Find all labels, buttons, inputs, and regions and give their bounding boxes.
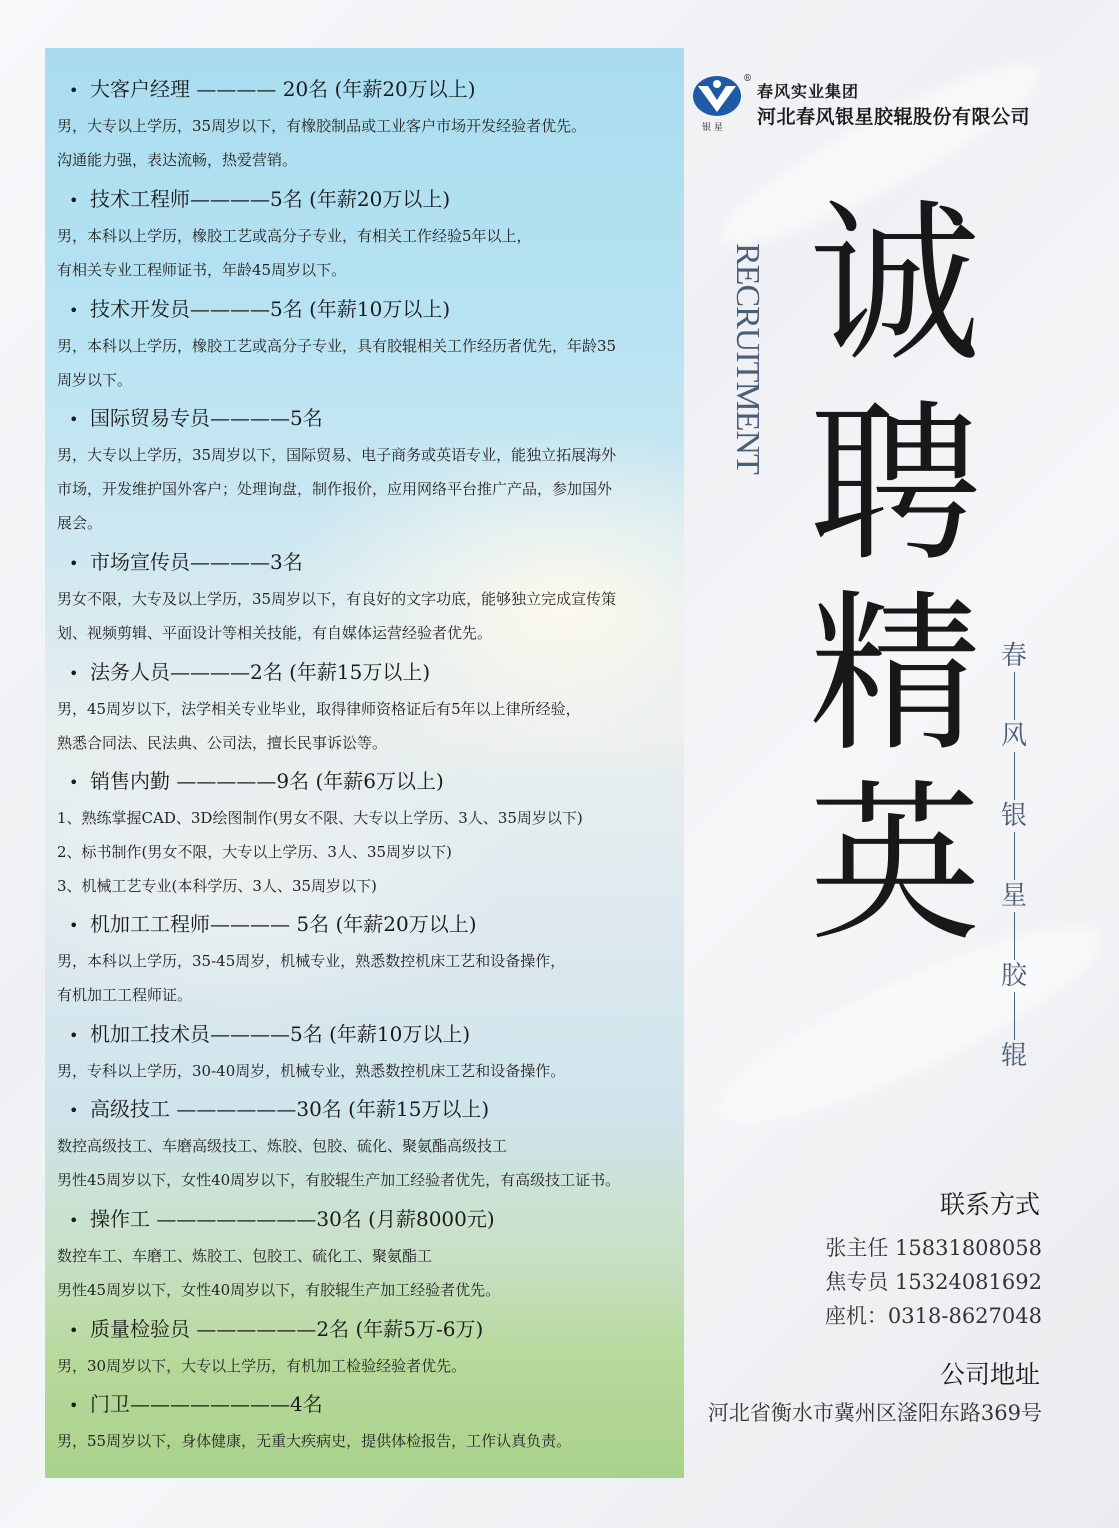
- job-title: [69, 660, 430, 686]
- bullet-icon: •: [69, 81, 79, 100]
- job-requirement-line: 男，大专以上学历，35周岁以下，国际贸易、电子商务或英语专业，能独立拓展海外: [57, 446, 617, 464]
- job-requirement-line: 男，专科以上学历，30-40周岁，机械专业，熟悉数控机床工艺和设备操作。: [57, 1062, 566, 1080]
- job-title-text: 销售内勤 —————9名 (年薪6万以上): [90, 769, 444, 793]
- job-title-text: 高级技工 ——————30名 (年薪15万以上): [90, 1097, 490, 1121]
- logo-caption: 银 星: [702, 123, 723, 133]
- slogan-divider: [1014, 752, 1015, 800]
- slogan-char: 风: [1000, 721, 1027, 751]
- job-requirement-line: 划、视频剪辑、平面设计等相关技能，有自媒体运营经验者优先。: [57, 624, 493, 642]
- headline-char-4: 英: [809, 764, 981, 965]
- slogan-char: 辊: [1000, 1041, 1027, 1071]
- job-title: [69, 1392, 323, 1418]
- job-title-text: 技术开发员————5名 (年薪10万以上): [90, 297, 451, 321]
- job-requirement-line: 男，本科以上学历，橡胶工艺或高分子专业，具有胶辊相关工作经历者优先，年龄35: [57, 337, 617, 355]
- job-title: [69, 550, 303, 576]
- headline-char-1: 诚: [809, 184, 981, 385]
- slogan-char: 春: [1000, 641, 1027, 671]
- contact-line-1: 张主任 15831808058: [825, 1236, 1042, 1260]
- company-logo-icon: [690, 72, 750, 134]
- bullet-icon: •: [69, 1026, 79, 1045]
- job-title-text: 国际贸易专员————5名: [90, 406, 323, 430]
- job-requirement-line: 周岁以下。: [57, 371, 133, 389]
- job-requirement-line: 熟悉合同法、民法典、公司法，擅长民事诉讼等。: [57, 734, 388, 752]
- job-title: [69, 1207, 495, 1233]
- job-title-text: 质量检验员 ——————2名 (年薪5万-6万): [90, 1317, 484, 1341]
- job-title-text: 门卫————————4名: [90, 1392, 323, 1416]
- job-requirement-line: 3、机械工艺专业(本科学历、3人、35周岁以下): [57, 877, 377, 895]
- bullet-icon: •: [69, 664, 79, 683]
- bullet-icon: •: [69, 1211, 79, 1230]
- bullet-icon: •: [69, 916, 79, 935]
- address-heading: 公司地址: [939, 1360, 1040, 1389]
- headline-char-2: 聘: [809, 384, 981, 585]
- job-title-text: 机加工技术员————5名 (年薪10万以上): [90, 1022, 471, 1046]
- job-title-text: 技术工程师————5名 (年薪20万以上): [90, 187, 451, 211]
- job-title: [69, 769, 444, 795]
- job-title: [69, 1317, 483, 1343]
- job-requirement-line: 男性45周岁以下，女性40周岁以下，有胶辊生产加工经验者优先，有高级技工证书。: [57, 1171, 621, 1189]
- job-requirement-line: 男，30周岁以下，大专以上学历，有机加工检验经验者优先。: [57, 1357, 467, 1375]
- job-requirement-line: 男，大专以上学历，35周岁以下，有橡胶制品或工业客户市场开发经验者优先。: [57, 117, 587, 135]
- job-title-text: 法务人员————2名 (年薪15万以上): [90, 660, 431, 684]
- job-title: [69, 187, 450, 213]
- job-title: [69, 912, 477, 938]
- group-name: 春风实业集团: [757, 82, 860, 101]
- slogan-divider: [1014, 992, 1015, 1040]
- contact-heading: 联系方式: [939, 1190, 1040, 1219]
- slogan-divider: [1014, 832, 1015, 880]
- bullet-icon: •: [69, 191, 79, 210]
- job-title: [69, 297, 450, 323]
- slogan-divider: [1014, 912, 1015, 960]
- job-title-text: 机加工工程师———— 5名 (年薪20万以上): [90, 912, 477, 936]
- job-requirement-line: 男，本科以上学历，35-45周岁，机械专业，熟悉数控机床工艺和设备操作，: [57, 952, 566, 970]
- bullet-icon: •: [69, 554, 79, 573]
- address-text: 河北省衡水市冀州区滏阳东路369号: [707, 1401, 1042, 1425]
- job-requirement-line: 有相关专业工程师证书，年龄45周岁以下。: [57, 261, 347, 279]
- bullet-icon: •: [69, 1396, 79, 1415]
- slogan-char: 星: [1000, 881, 1027, 911]
- job-requirement-line: 男，45周岁以下，法学相关专业毕业，取得律师资格证后有5年以上律所经验，: [57, 700, 581, 718]
- job-requirement-line: 市场，开发维护国外客户；处理询盘，制作报价，应用网络平台推广产品，参加国外: [57, 480, 613, 498]
- job-title: [69, 77, 476, 103]
- job-requirement-line: 沟通能力强，表达流畅，热爱营销。: [57, 151, 298, 169]
- job-requirement-line: 1、熟练掌握CAD、3D绘图制作(男女不限、大专以上学历、3人、35周岁以下): [57, 809, 583, 827]
- company-name: 河北春风银星胶辊股份有限公司: [757, 106, 1031, 128]
- headline-char-3: 精: [809, 574, 981, 775]
- bullet-icon: •: [69, 1321, 79, 1340]
- job-title: [69, 1022, 470, 1048]
- job-requirement-line: 数控高级技工、车磨高级技工、炼胶、包胶、硫化、聚氨酯高级技工: [57, 1137, 508, 1155]
- vertical-slogan: [995, 640, 1033, 1072]
- job-requirement-line: 展会。: [57, 514, 103, 532]
- bullet-icon: •: [69, 773, 79, 792]
- job-title: [69, 406, 323, 432]
- job-requirement-line: 男女不限，大专及以上学历，35周岁以下，有良好的文字功底，能够独立完成宣传策: [57, 590, 617, 608]
- job-requirement-line: 男，本科以上学历，橡胶工艺或高分子专业，有相关工作经验5年以上，: [57, 227, 532, 245]
- job-title: [69, 1097, 489, 1123]
- job-requirement-line: 2、标书制作(男女不限，大专以上学历、3人、35周岁以下): [57, 843, 452, 861]
- slogan-char: 胶: [1000, 961, 1027, 991]
- bullet-icon: •: [69, 301, 79, 320]
- recruitment-english-title: RECRUITMENT: [729, 243, 766, 474]
- job-list-panel: [45, 48, 684, 1478]
- bullet-icon: •: [69, 410, 79, 429]
- bullet-icon: •: [69, 1101, 79, 1120]
- job-title-text: 市场宣传员————3名: [90, 550, 303, 574]
- job-requirement-line: 男性45周岁以下，女性40周岁以下，有胶辊生产加工经验者优先。: [57, 1281, 501, 1299]
- job-requirement-line: 数控车工、车磨工、炼胶工、包胶工、硫化工、聚氨酯工: [57, 1247, 433, 1265]
- slogan-divider: [1014, 672, 1015, 720]
- job-requirement-line: 男，55周岁以下，身体健康，无重大疾病史，提供体检报告，工作认真负责。: [57, 1432, 572, 1450]
- registered-mark: ®: [743, 74, 752, 84]
- slogan-char: 银: [1000, 801, 1027, 831]
- job-requirement-line: 有机加工工程师证。: [57, 986, 193, 1004]
- job-title-text: 操作工 ————————30名 (月薪8000元): [90, 1207, 495, 1231]
- contact-line-3: 座机：0318-8627048: [824, 1304, 1042, 1328]
- job-title-text: 大客户经理 ———— 20名 (年薪20万以上): [90, 77, 476, 101]
- contact-line-2: 焦专员 15324081692: [825, 1270, 1042, 1294]
